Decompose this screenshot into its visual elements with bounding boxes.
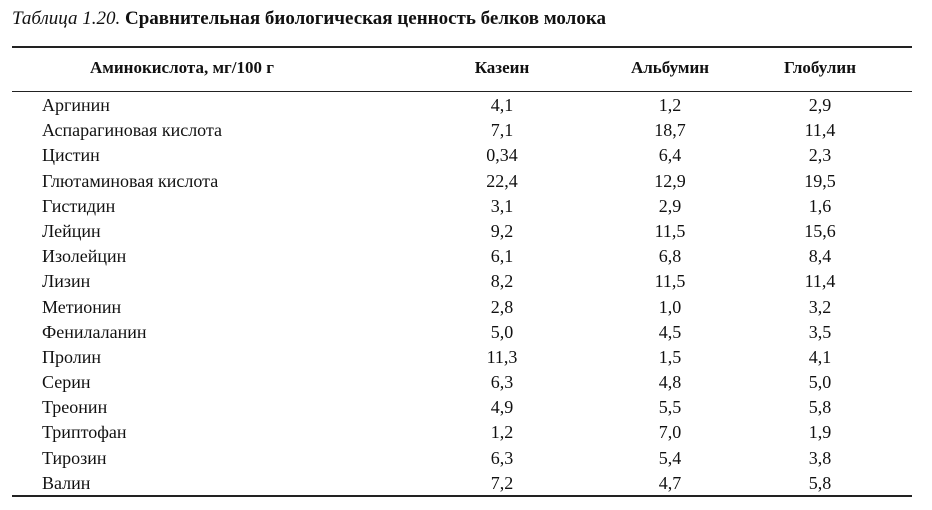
table-row (12, 295, 912, 320)
table-number: Таблица 1.20. (12, 8, 121, 29)
albumin-value-cell: 1,2 (658, 95, 682, 115)
table-row (12, 345, 912, 370)
amino-acid-cell: Валин (42, 472, 91, 493)
globulin-value-cell: 3,5 (808, 321, 832, 342)
header-amino-acid: Аминокислота, мг/100 г (90, 58, 274, 77)
globulin-value-cell: 11,4 (804, 271, 836, 292)
table-body (12, 93, 912, 496)
table-caption (12, 8, 606, 30)
amino-acid-cell: Изолейцин (42, 246, 127, 267)
globulin-value-cell: 11,4 (804, 120, 836, 141)
table-row (12, 320, 912, 345)
globulin-value-cell: 15,6 (804, 220, 836, 241)
globulin-value-cell: 19,5 (804, 170, 836, 191)
globulin-value-cell: 5,0 (808, 372, 832, 393)
casein-value-cell: 0,34 (486, 145, 518, 166)
amino-acid-cell: Цистин (42, 145, 100, 166)
albumin-value-cell: 1,0 (658, 296, 682, 317)
casein-value-cell: 11,3 (486, 346, 518, 367)
amino-acid-cell: Тирозин (42, 447, 107, 468)
amino-acid-cell: Лизин (42, 271, 91, 292)
amino-acid-cell: Глютаминовая кислота (42, 170, 219, 191)
globulin-value-cell: 1,9 (808, 422, 832, 443)
globulin-value-cell: 3,8 (808, 447, 832, 468)
table-row (12, 244, 912, 269)
table-row (12, 370, 912, 395)
casein-value-cell: 4,1 (490, 95, 514, 115)
table-row (12, 395, 912, 420)
table-bottom-rule (12, 495, 912, 497)
albumin-value-cell: 12,9 (654, 170, 686, 191)
table-top-rule (12, 46, 912, 48)
albumin-value-cell: 4,7 (658, 472, 682, 493)
albumin-value-cell: 11,5 (654, 220, 686, 241)
casein-value-cell: 4,9 (490, 397, 514, 418)
amino-acid-cell: Гистидин (42, 195, 116, 216)
table-row (12, 219, 912, 244)
globulin-value-cell: 2,3 (808, 145, 832, 166)
table-row (12, 471, 912, 496)
amino-acid-cell: Лейцин (42, 220, 101, 241)
albumin-value-cell: 5,4 (658, 447, 682, 468)
globulin-value-cell: 3,2 (808, 296, 832, 317)
casein-value-cell: 8,2 (490, 271, 514, 292)
table-row (12, 93, 912, 118)
globulin-value-cell: 1,6 (808, 195, 832, 216)
amino-acid-cell: Пролин (42, 346, 102, 367)
albumin-value-cell: 7,0 (658, 422, 682, 443)
albumin-value-cell: 5,5 (658, 397, 682, 418)
casein-value-cell: 6,3 (490, 372, 514, 393)
globulin-value-cell: 4,1 (808, 346, 832, 367)
header-globulin: Глобулин (784, 58, 856, 77)
header-casein: Казеин (474, 58, 530, 77)
table-title: Сравнительная биологическая ценность белков молока (124, 8, 606, 29)
albumin-value-cell: 18,7 (654, 120, 686, 141)
casein-value-cell: 22,4 (486, 170, 518, 191)
amino-acid-cell: Треонин (42, 397, 108, 418)
casein-value-cell: 6,3 (490, 447, 514, 468)
albumin-value-cell: 6,4 (658, 145, 682, 166)
albumin-value-cell: 11,5 (654, 271, 686, 292)
albumin-value-cell: 4,5 (658, 321, 682, 342)
globulin-value-cell: 5,8 (808, 397, 832, 418)
header-albumin: Альбумин (630, 58, 710, 77)
casein-value-cell: 5,0 (490, 321, 514, 342)
amino-acid-cell: Аргинин (42, 95, 110, 115)
casein-value-cell: 7,1 (490, 120, 514, 141)
casein-value-cell: 6,1 (490, 246, 514, 267)
albumin-value-cell: 6,8 (658, 246, 682, 267)
globulin-value-cell: 8,4 (808, 246, 832, 267)
table-row (12, 269, 912, 294)
table-row (12, 169, 912, 194)
albumin-value-cell: 2,9 (658, 195, 682, 216)
amino-acid-cell: Триптофан (42, 422, 127, 443)
amino-acid-cell: Метионин (42, 296, 122, 317)
amino-acid-cell: Серин (42, 372, 91, 393)
casein-value-cell: 2,8 (490, 296, 514, 317)
table-row (12, 118, 912, 143)
amino-acid-cell: Фенилаланин (42, 321, 147, 342)
globulin-value-cell: 2,9 (808, 95, 832, 115)
casein-value-cell: 7,2 (490, 472, 514, 493)
albumin-value-cell: 4,8 (658, 372, 682, 393)
table-row (12, 143, 912, 168)
casein-value-cell: 1,2 (490, 422, 514, 443)
globulin-value-cell: 5,8 (808, 472, 832, 493)
header-separator-rule (12, 91, 912, 92)
amino-acid-cell: Аспарагиновая кислота (42, 120, 223, 141)
table-row (12, 194, 912, 219)
casein-value-cell: 3,1 (490, 195, 514, 216)
table-header-row (12, 58, 912, 82)
table-row (12, 420, 912, 445)
table-row (12, 446, 912, 471)
casein-value-cell: 9,2 (490, 220, 514, 241)
albumin-value-cell: 1,5 (658, 346, 682, 367)
